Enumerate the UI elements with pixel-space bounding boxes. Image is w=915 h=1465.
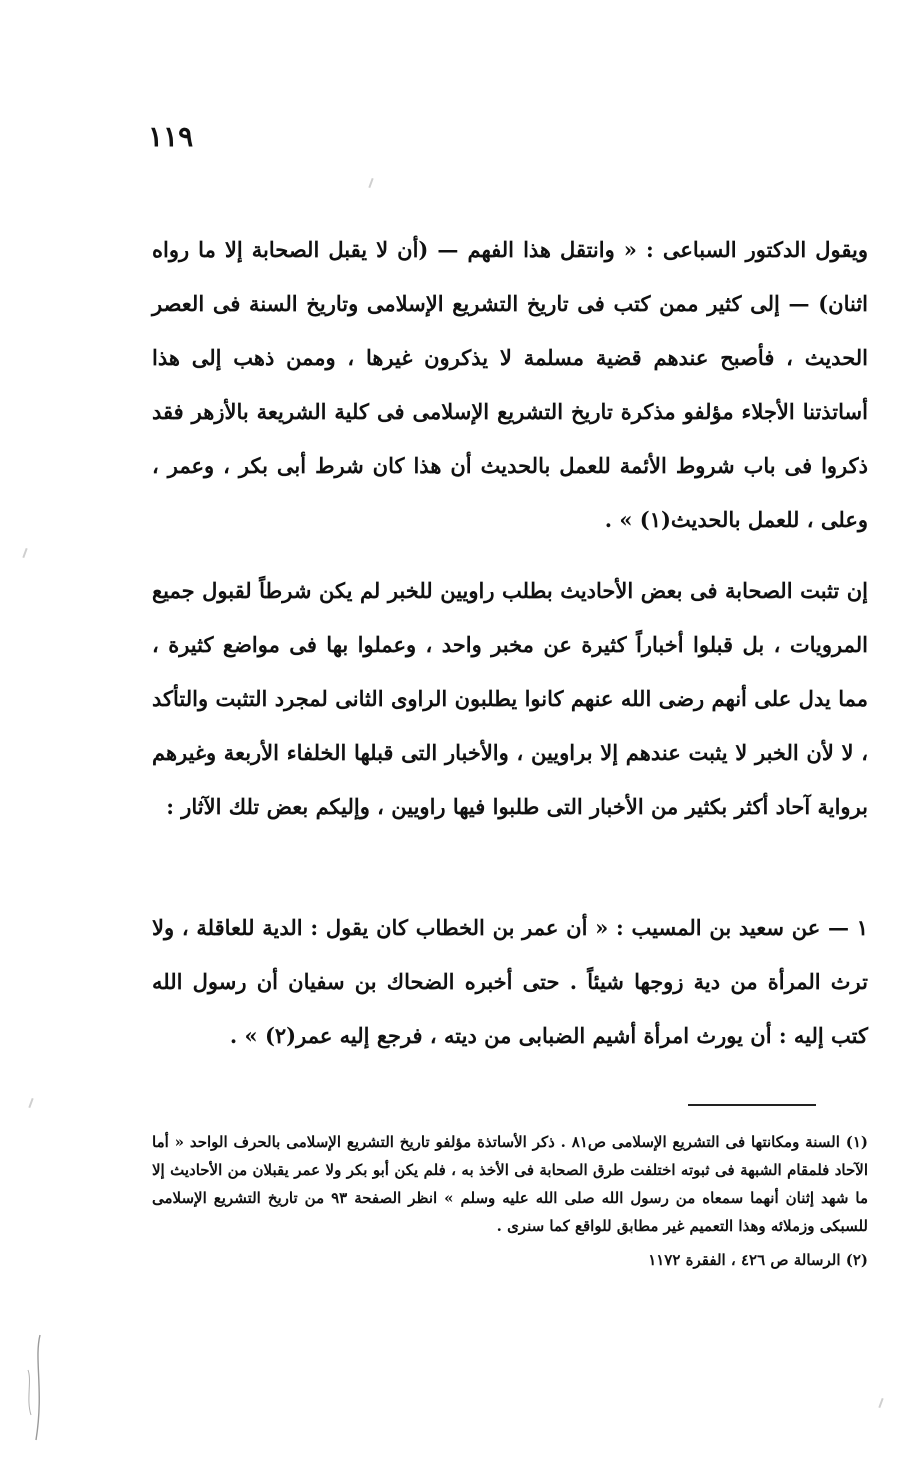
- paragraph-2: إن تثبت الصحابة فى بعض الأحاديث بطلب راويين للخبر لم يكن شرطاً لقبول جميع المرويات ، بل قبلوا أخباراً كثيرة عن مخبر واحد ، وعملوا بها فى مواضع كثيرة ، مما يدل على أنهم رضى الله عنهم كانوا يطلبون الراوى الثانى لمجرد التثبت والتأكد ، لا لأن الخبر لا يثبت عندهم إلا براويين ، والأخبار التى قبلها الخلفاء الأربعة وغيرهم برواية آحاد أكثر بكثير من الأخبار التى طلبوا فيها راويين ، وإليكم بعض تلك الآثار :: [152, 578, 868, 819]
- scan-speck: [22, 548, 27, 558]
- scan-speck: [28, 1098, 33, 1108]
- footnotes: [152, 1128, 868, 1274]
- paragraph-3: ١ — عن سعيد بن المسيب : « أن عمر بن الخطاب كان يقول : الدية للعاقلة ، ولا ترث المرأة من دية زوجها شيئاً . حتى أخبره الضحاك بن سفيان أن رسول الله كتب إليه : أن يورث امرأة أشيم الضبابى من ديته ، فرجع إليه عمر(٢) » .: [152, 915, 868, 1048]
- footnote-1: (١) السنة ومكانتها فى التشريع الإسلامى ص٨١ . ذكر الأساتذة مؤلفو تاريخ التشريع الإسلامى بالحرف الواحد « أما الآحاد فلمقام الشبهة فى ثبوته اختلفت طرق الصحابة فى الأخذ به ، فلم يكن أبو بكر ولا عمر يقبلان من الأحاديث إلا ما شهد إثنان أنهما سمعاه من رسول الله صلى الله عليه وسلم » انظر الصفحة ٩٣ من تاريخ التشريع الإسلامى للسبكى وزملائه وهذا التعميم غير مطابق للواقع كما سنرى .: [152, 1133, 868, 1235]
- page-number: ١١٩: [148, 120, 194, 153]
- scan-speck: [878, 1398, 883, 1408]
- scan-speck: [368, 178, 373, 188]
- footnote-2: (٢) الرسالة ص ٤٢٦ ، الفقرة ١١٧٢: [648, 1251, 868, 1269]
- margin-pencil-mark: [22, 1330, 52, 1450]
- footnote-separator: [688, 1104, 816, 1106]
- paragraph-1: ويقول الدكتور السباعى : « وانتقل هذا الفهم — (أن لا يقبل الصحابة إلا ما رواه اثنان) — إلى كثير ممن كتب فى تاريخ التشريع الإسلامى وتاريخ السنة فى العصر الحديث ، فأصبح عندهم قضية مسلمة لا يذكرون غيرها ، وممن ذهب إلى هذا أساتذتنا الأجلاء مؤلفو مذكرة تاريخ التشريع الإسلامى فى كلية الشريعة بالأزهر فقد ذكروا فى باب شروط الأئمة للعمل بالحديث أن هذا كان شرط أبى بكر ، وعمر ، وعلى ، للعمل بالحديث(١) » .: [152, 237, 868, 532]
